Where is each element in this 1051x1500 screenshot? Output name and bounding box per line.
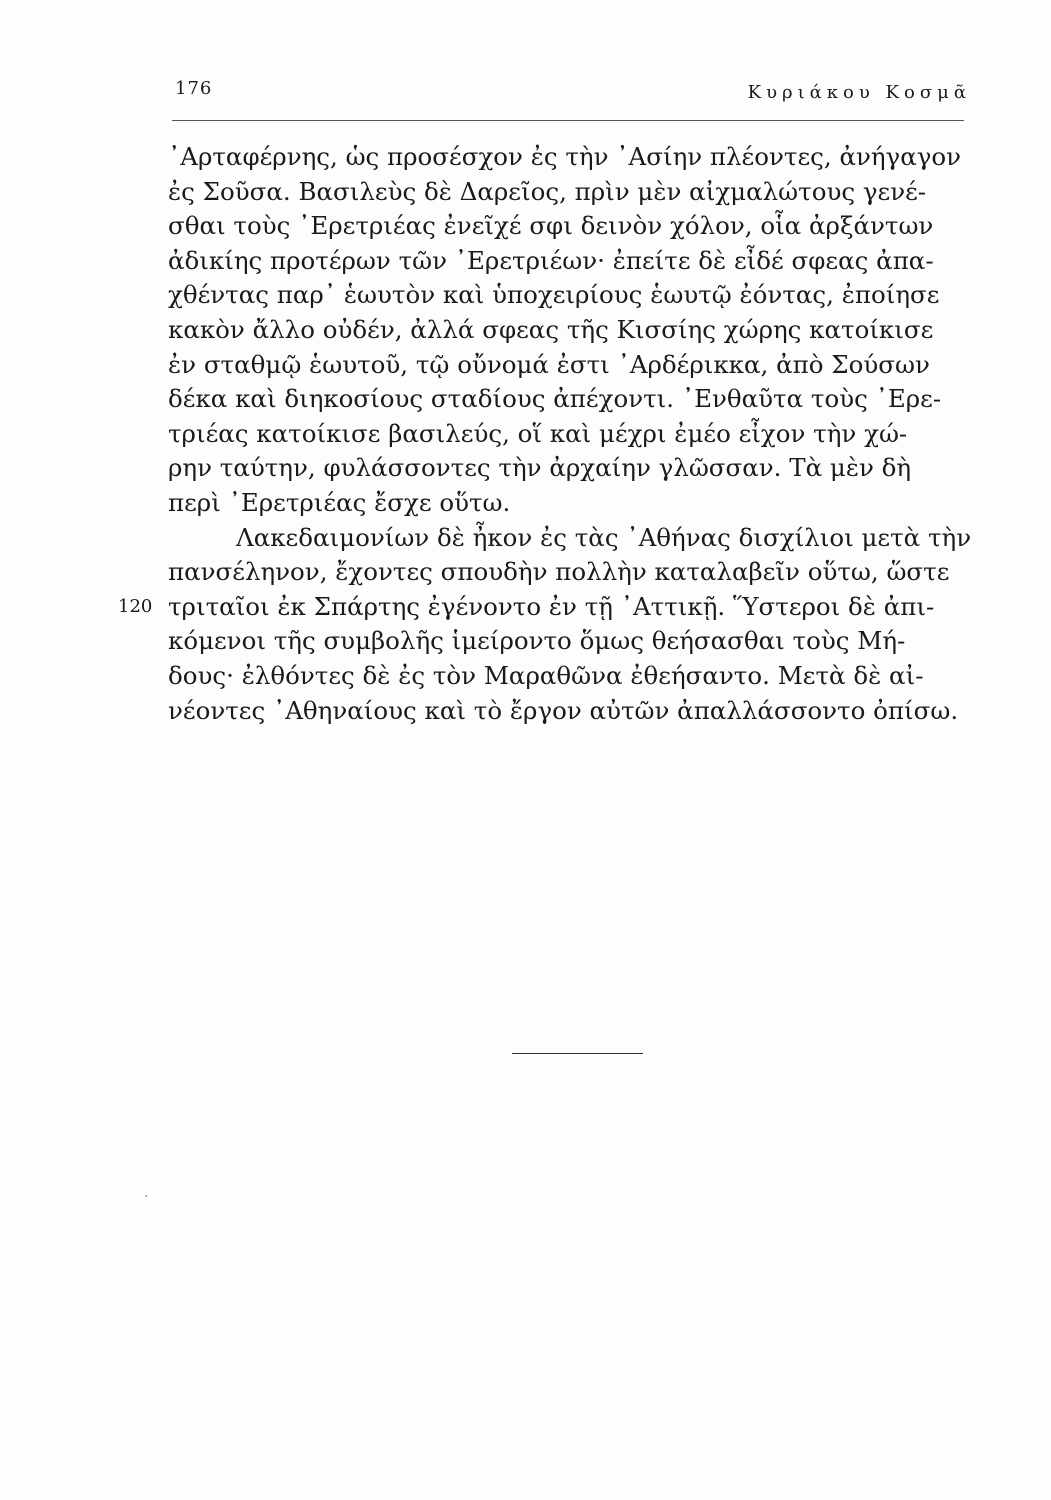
text-line: χθέντας παρ᾿ ἑωυτὸν καὶ ὑποχειρίους ἑωυτῷ ἐόντας, ἐποίησε: [168, 280, 940, 310]
text-line: ρην ταύτην, φυλάσσοντες τὴν ἀρχαίην γλῶσσαν. Τὰ μὲν δὴ: [168, 453, 912, 483]
running-title: Κυριάκου Κοσμᾶ: [747, 82, 971, 103]
margin-line-number: 120: [118, 596, 153, 617]
text-line: ἀδικίης προτέρων τῶν ᾿Ερετριέων· ἐπείτε δὲ εἶδέ σφεας ἀπα-: [168, 245, 934, 275]
text-line: δους· ἐλθόντες δὲ ἐς τὸν Μαραθῶνα ἐθεήσαντο. Μετὰ δὲ αἰ-: [168, 660, 924, 690]
text-line: δέκα καὶ διηκοσίους σταδίους ἀπέχοντι. ᾿Ενθαῦτα τοὺς ᾿Ερε-: [168, 384, 942, 414]
closing-rule: [512, 1053, 643, 1054]
header-rule: [172, 120, 964, 121]
body-text: [168, 140, 972, 728]
text-line: ἐς Σοῦσα. Βασιλεὺς δὲ Δαρεῖος, πρὶν μὲν αἰχμαλώτους γενέ-: [168, 176, 927, 206]
paragraph-first-line: Λακεδαιμονίων δὲ ἦκον ἐς τὰς ᾿Αθήνας δισχίλιοι μετὰ τὴν: [236, 522, 972, 552]
text-line: ᾿Αρταφέρνης, ὡς προσέσχον ἐς τὴν ᾿Ασίην πλέοντες, ἀνήγαγον: [168, 142, 962, 171]
text-line: τριέας κατοίκισε βασιλεύς, οἵ καὶ μέχρι ἐμέο εἶχον τὴν χώ-: [168, 418, 908, 448]
text-line: νέοντες ᾿Αθηναίους καὶ τὸ ἔργον αὐτῶν ἀπαλλάσσοντο ὀπίσω.: [168, 695, 959, 725]
text-line: πανσέληνον, ἔχοντες σπουδὴν πολλὴν καταλαβεῖν οὕτω, ὥστε: [168, 557, 950, 587]
text-line: ἐν σταθμῷ ἑωυτοῦ, τῷ οὔνομά ἐστι ᾿Αρδέρικκα, ἀπὸ Σούσων: [168, 349, 930, 379]
text-line: περὶ ᾿Ερετριέας ἔσχε οὕτω.: [168, 487, 511, 517]
paper-speck: [145, 1195, 147, 1197]
page-number: 176: [175, 78, 213, 99]
text-line: τριταῖοι ἐκ Σπάρτης ἐγένοντο ἐν τῇ ᾿Αττικῇ. Ὕστεροι δὲ ἀπι-: [168, 591, 935, 621]
text-line: σθαι τοὺς ᾿Ερετριέας ἐνεῖχέ σφι δεινὸν χόλον, οἷα ἀρξάντων: [168, 211, 934, 241]
text-line: κακὸν ἄλλο οὐδέν, ἀλλά σφεας τῆς Κισσίης χώρης κατοίκισε: [168, 314, 934, 344]
text-line: κόμενοι τῆς συμβολῆς ἱμείροντο ὅμως θεήσασθαι τοὺς Μή-: [168, 626, 906, 656]
